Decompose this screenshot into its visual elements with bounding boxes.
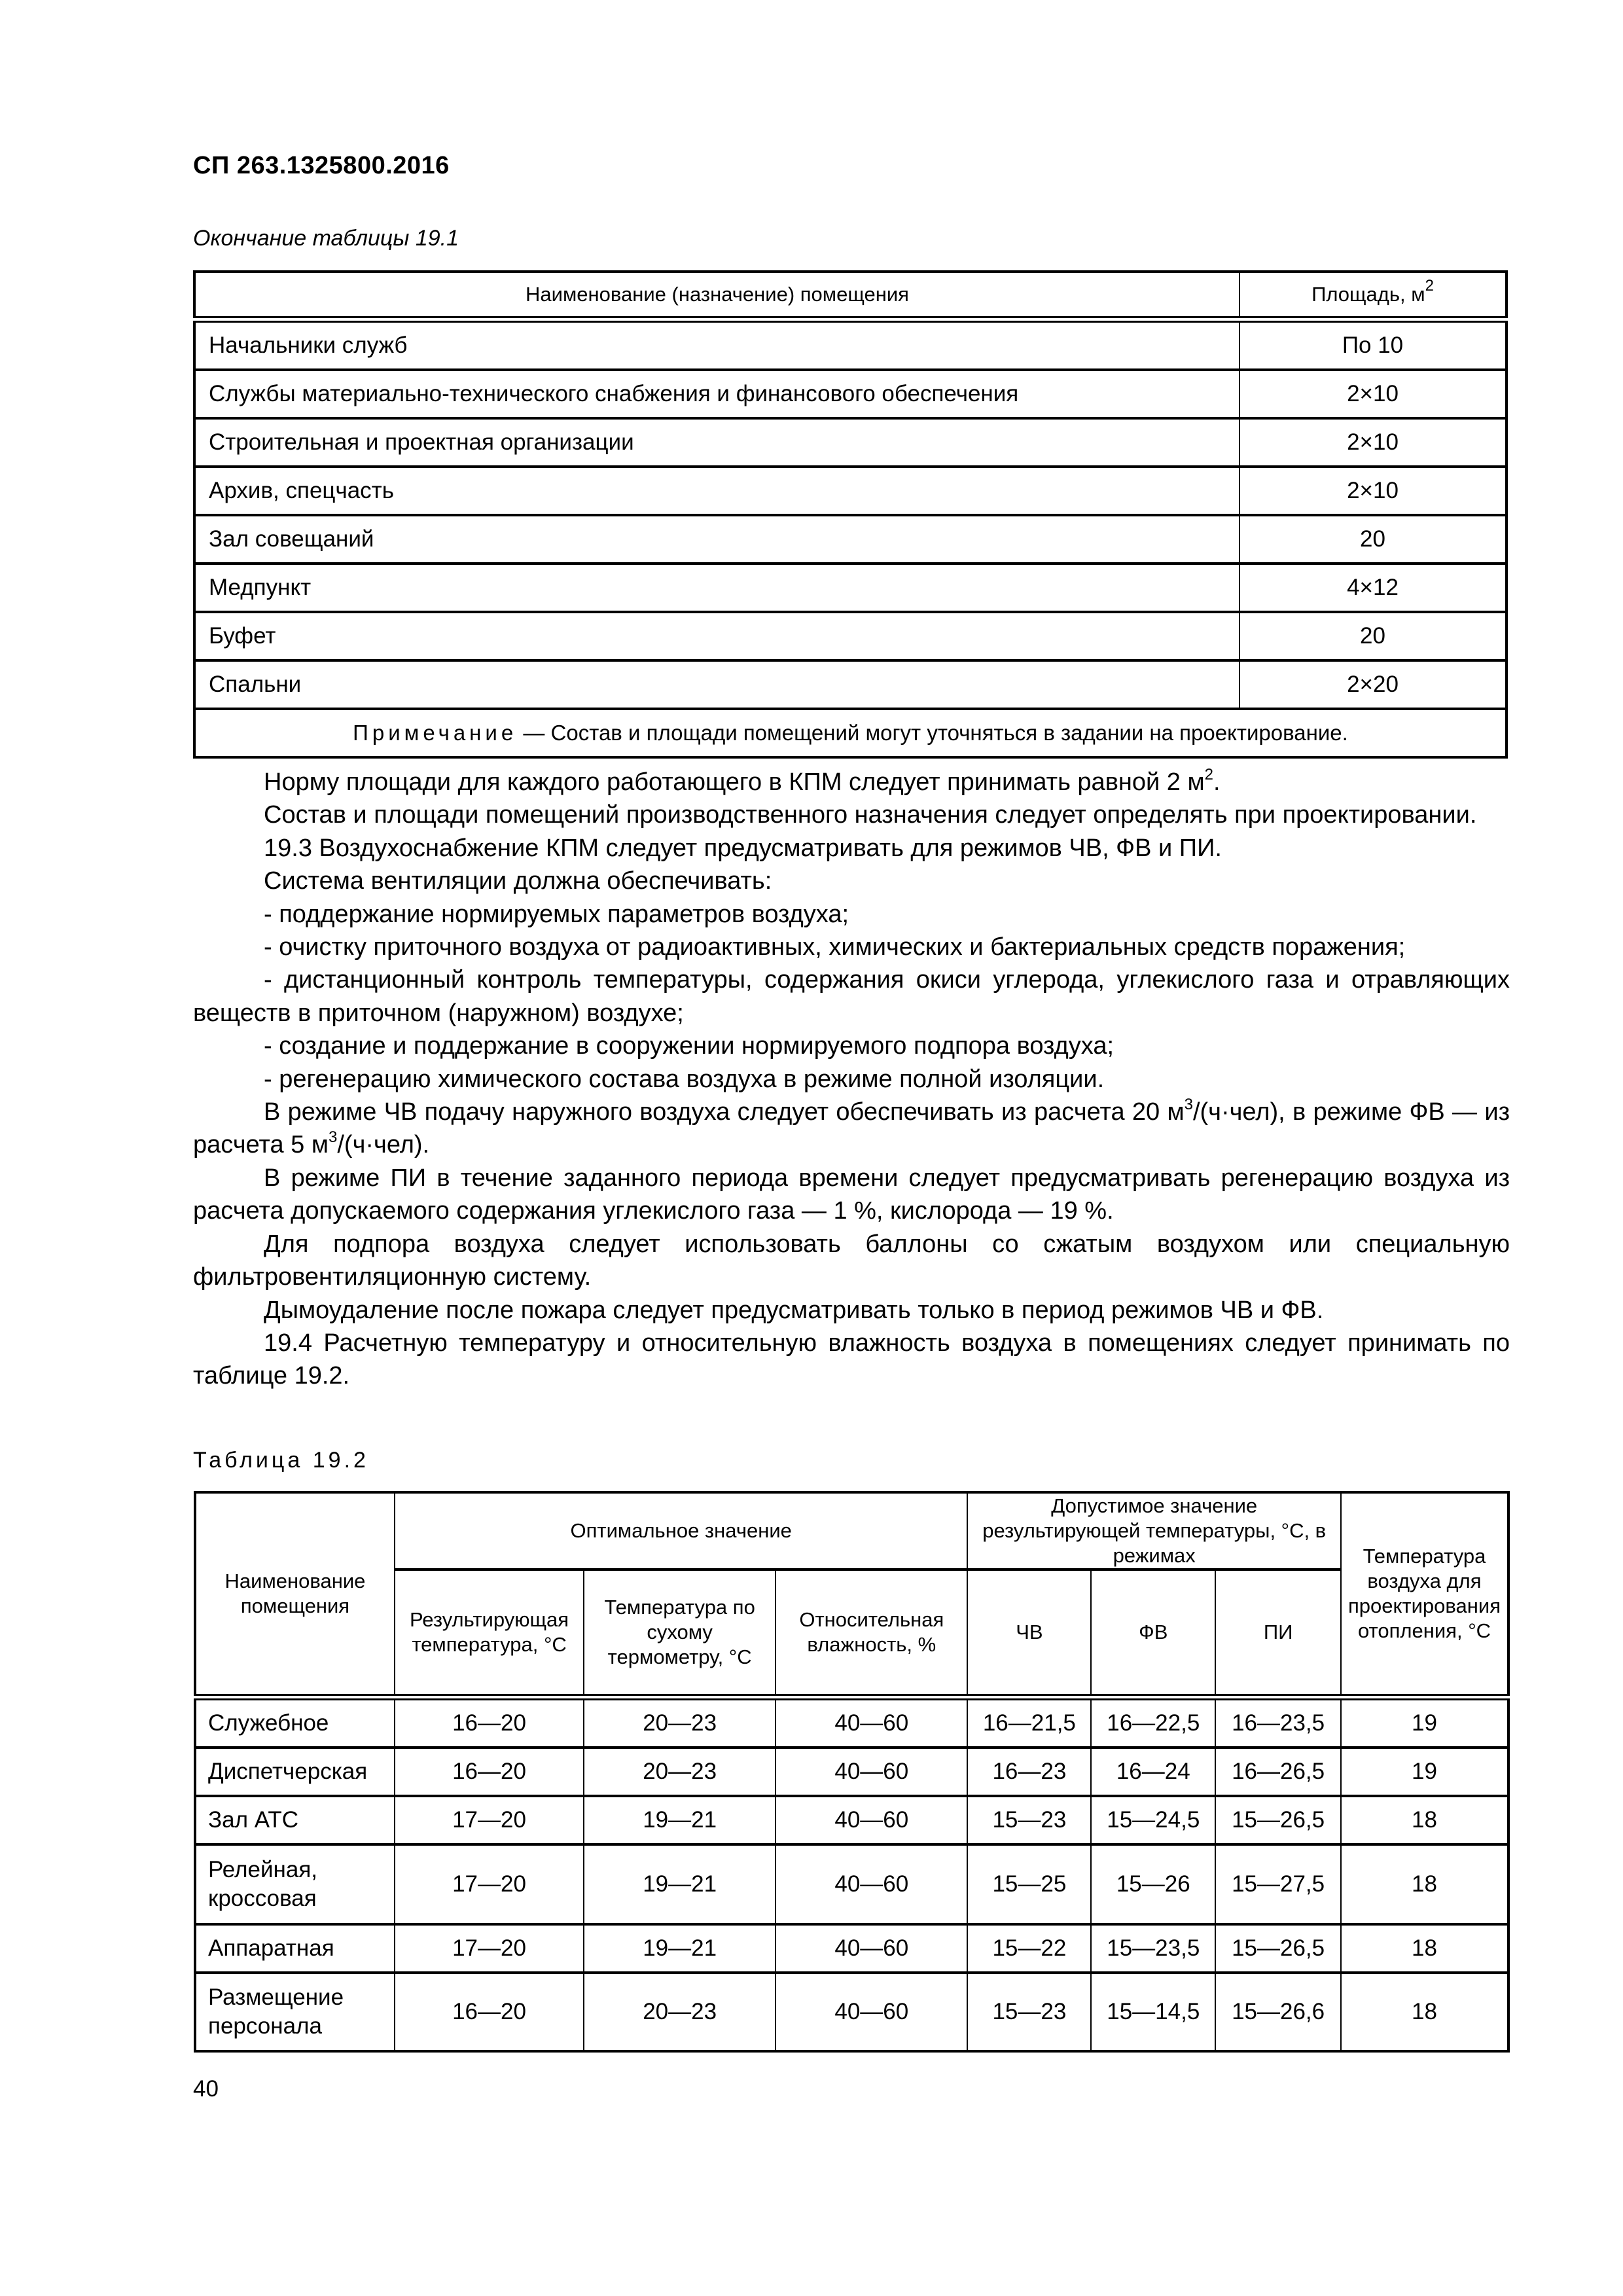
paragraph: Для подпора воздуха следует использовать баллоны со сжатым воздухом или специальную фильтровентиляционную систему. (193, 1230, 1510, 1291)
column-header-dry-bulb-temp: Температура по сухому термометру, °С (584, 1570, 776, 1697)
paragraph: Дымоудаление после пожара следует предусматривать только в период режимов ЧВ и ФВ. (264, 1296, 1324, 1324)
column-group-optimal: Оптимальное значение (395, 1492, 967, 1570)
table-19-2 (194, 1491, 1510, 2053)
table-19-1 (193, 270, 1508, 759)
body-text (193, 766, 1510, 1393)
paragraph: Состав и площади помещений производственного назначения следует определять при проектировании. (264, 801, 1477, 829)
table-row: Медпункт 4×12 (194, 564, 1507, 612)
table-row: Аппаратная 17—20 19—21 40—60 15—22 15—23,5 15—26,5 18 (195, 1924, 1508, 1973)
table-row: Службы материально-технического снабжения и финансового обеспечения 2×10 (194, 370, 1507, 418)
table-row: Буфет 20 (194, 612, 1507, 660)
list-item: - очистку приточного воздуха от радиоактивных, химических и бактериальных средств поражения; (264, 933, 1406, 961)
paragraph: Норму площади для каждого работающего в КПМ следует принимать равной 2 $м^2$. (264, 766, 1221, 796)
table-note-row (194, 709, 1507, 757)
table-row: Зал совещаний 20 (194, 515, 1507, 564)
paragraph: В режиме ПИ в течение заданного периода времени следует предусматривать регенерацию воздуха из расчета допускаемого содержания углекислого газа — 1 %, кислорода — 19 %. (193, 1164, 1510, 1225)
list-item: - дистанционный контроль температуры, содержания окиси углерода, углекислого газа и отравляющих веществ в приточном (наружном) воздухе; (193, 966, 1510, 1027)
table-row: Строительная и проектная организации 2×10 (194, 418, 1507, 467)
paragraph: В режиме ЧВ подачу наружного воздуха следует обеспечивать из расчета 20 $м^3/(ч\cdot чел)$, в режиме ФВ — из расчета 5 $м^3/(ч\cdot чел)$. (193, 1096, 1510, 1159)
column-header-mode-pi: ПИ (1215, 1570, 1341, 1697)
table-19-2-title: Таблица 19.2 (193, 1448, 369, 1473)
column-header-room: Наименование помещения (195, 1492, 395, 1697)
table-row: Начальники служб По 10 (194, 319, 1507, 370)
table-row: Зал АТС 17—20 19—21 40—60 15—23 15—24,5 15—26,5 18 (195, 1796, 1508, 1844)
table-note: Примечание — Состав и площади помещений могут уточняться в задании на проектирование. (194, 709, 1507, 757)
list-item: - регенерацию химического состава воздуха в режиме полной изоляции. (264, 1065, 1105, 1093)
column-header-room-name: Наименование (назначение) помещения (194, 272, 1240, 319)
table-row: Диспетчерская 16—20 20—23 40—60 16—23 16—24 16—26,5 19 (195, 1748, 1508, 1796)
column-header-area: Площадь, $м^2$ (1240, 272, 1507, 319)
column-header-resultant-temp: Результирующая температура, °С (395, 1570, 584, 1697)
table-row: Релейная, кроссовая 17—20 19—21 40—60 15—25 15—26 15—27,5 18 (195, 1844, 1508, 1924)
paragraph: 19.4 Расчетную температуру и относительную влажность воздуха в помещениях следует принимать по таблице 19.2. (193, 1329, 1510, 1390)
list-item: - создание и поддержание в сооружении нормируемого подпора воздуха; (264, 1032, 1115, 1060)
paragraph: 19.3 Воздухоснабжение КПМ следует предусматривать для режимов ЧВ, ФВ и ПИ. (264, 834, 1222, 862)
column-group-allowed: Допустимое значение результирующей температуры, °С, в режимах (967, 1492, 1341, 1570)
list-item: - поддержание нормируемых параметров воздуха; (264, 900, 849, 928)
paragraph: Система вентиляции должна обеспечивать: (264, 867, 772, 895)
table-row: Служебное 16—20 20—23 40—60 16—21,5 16—22,5 16—23,5 19 (195, 1697, 1508, 1748)
table-continuation-caption: Окончание таблицы 19.1 (193, 226, 459, 251)
table-row: Спальни 2×20 (194, 660, 1507, 709)
column-header-mode-chv: ЧВ (967, 1570, 1091, 1697)
document-code: СП 263.1325800.2016 (193, 152, 450, 179)
column-header-mode-fv: ФВ (1091, 1570, 1215, 1697)
column-header-heating: Температура воздуха для проектирования отопления, °С (1341, 1492, 1508, 1697)
table-row: Размещение персонала 16—20 20—23 40—60 15—23 15—14,5 15—26,6 18 (195, 1973, 1508, 2051)
table-row: Архив, спецчасть 2×10 (194, 467, 1507, 515)
column-header-humidity: Относительная влажность, % (776, 1570, 967, 1697)
page-number: 40 (193, 2076, 219, 2102)
